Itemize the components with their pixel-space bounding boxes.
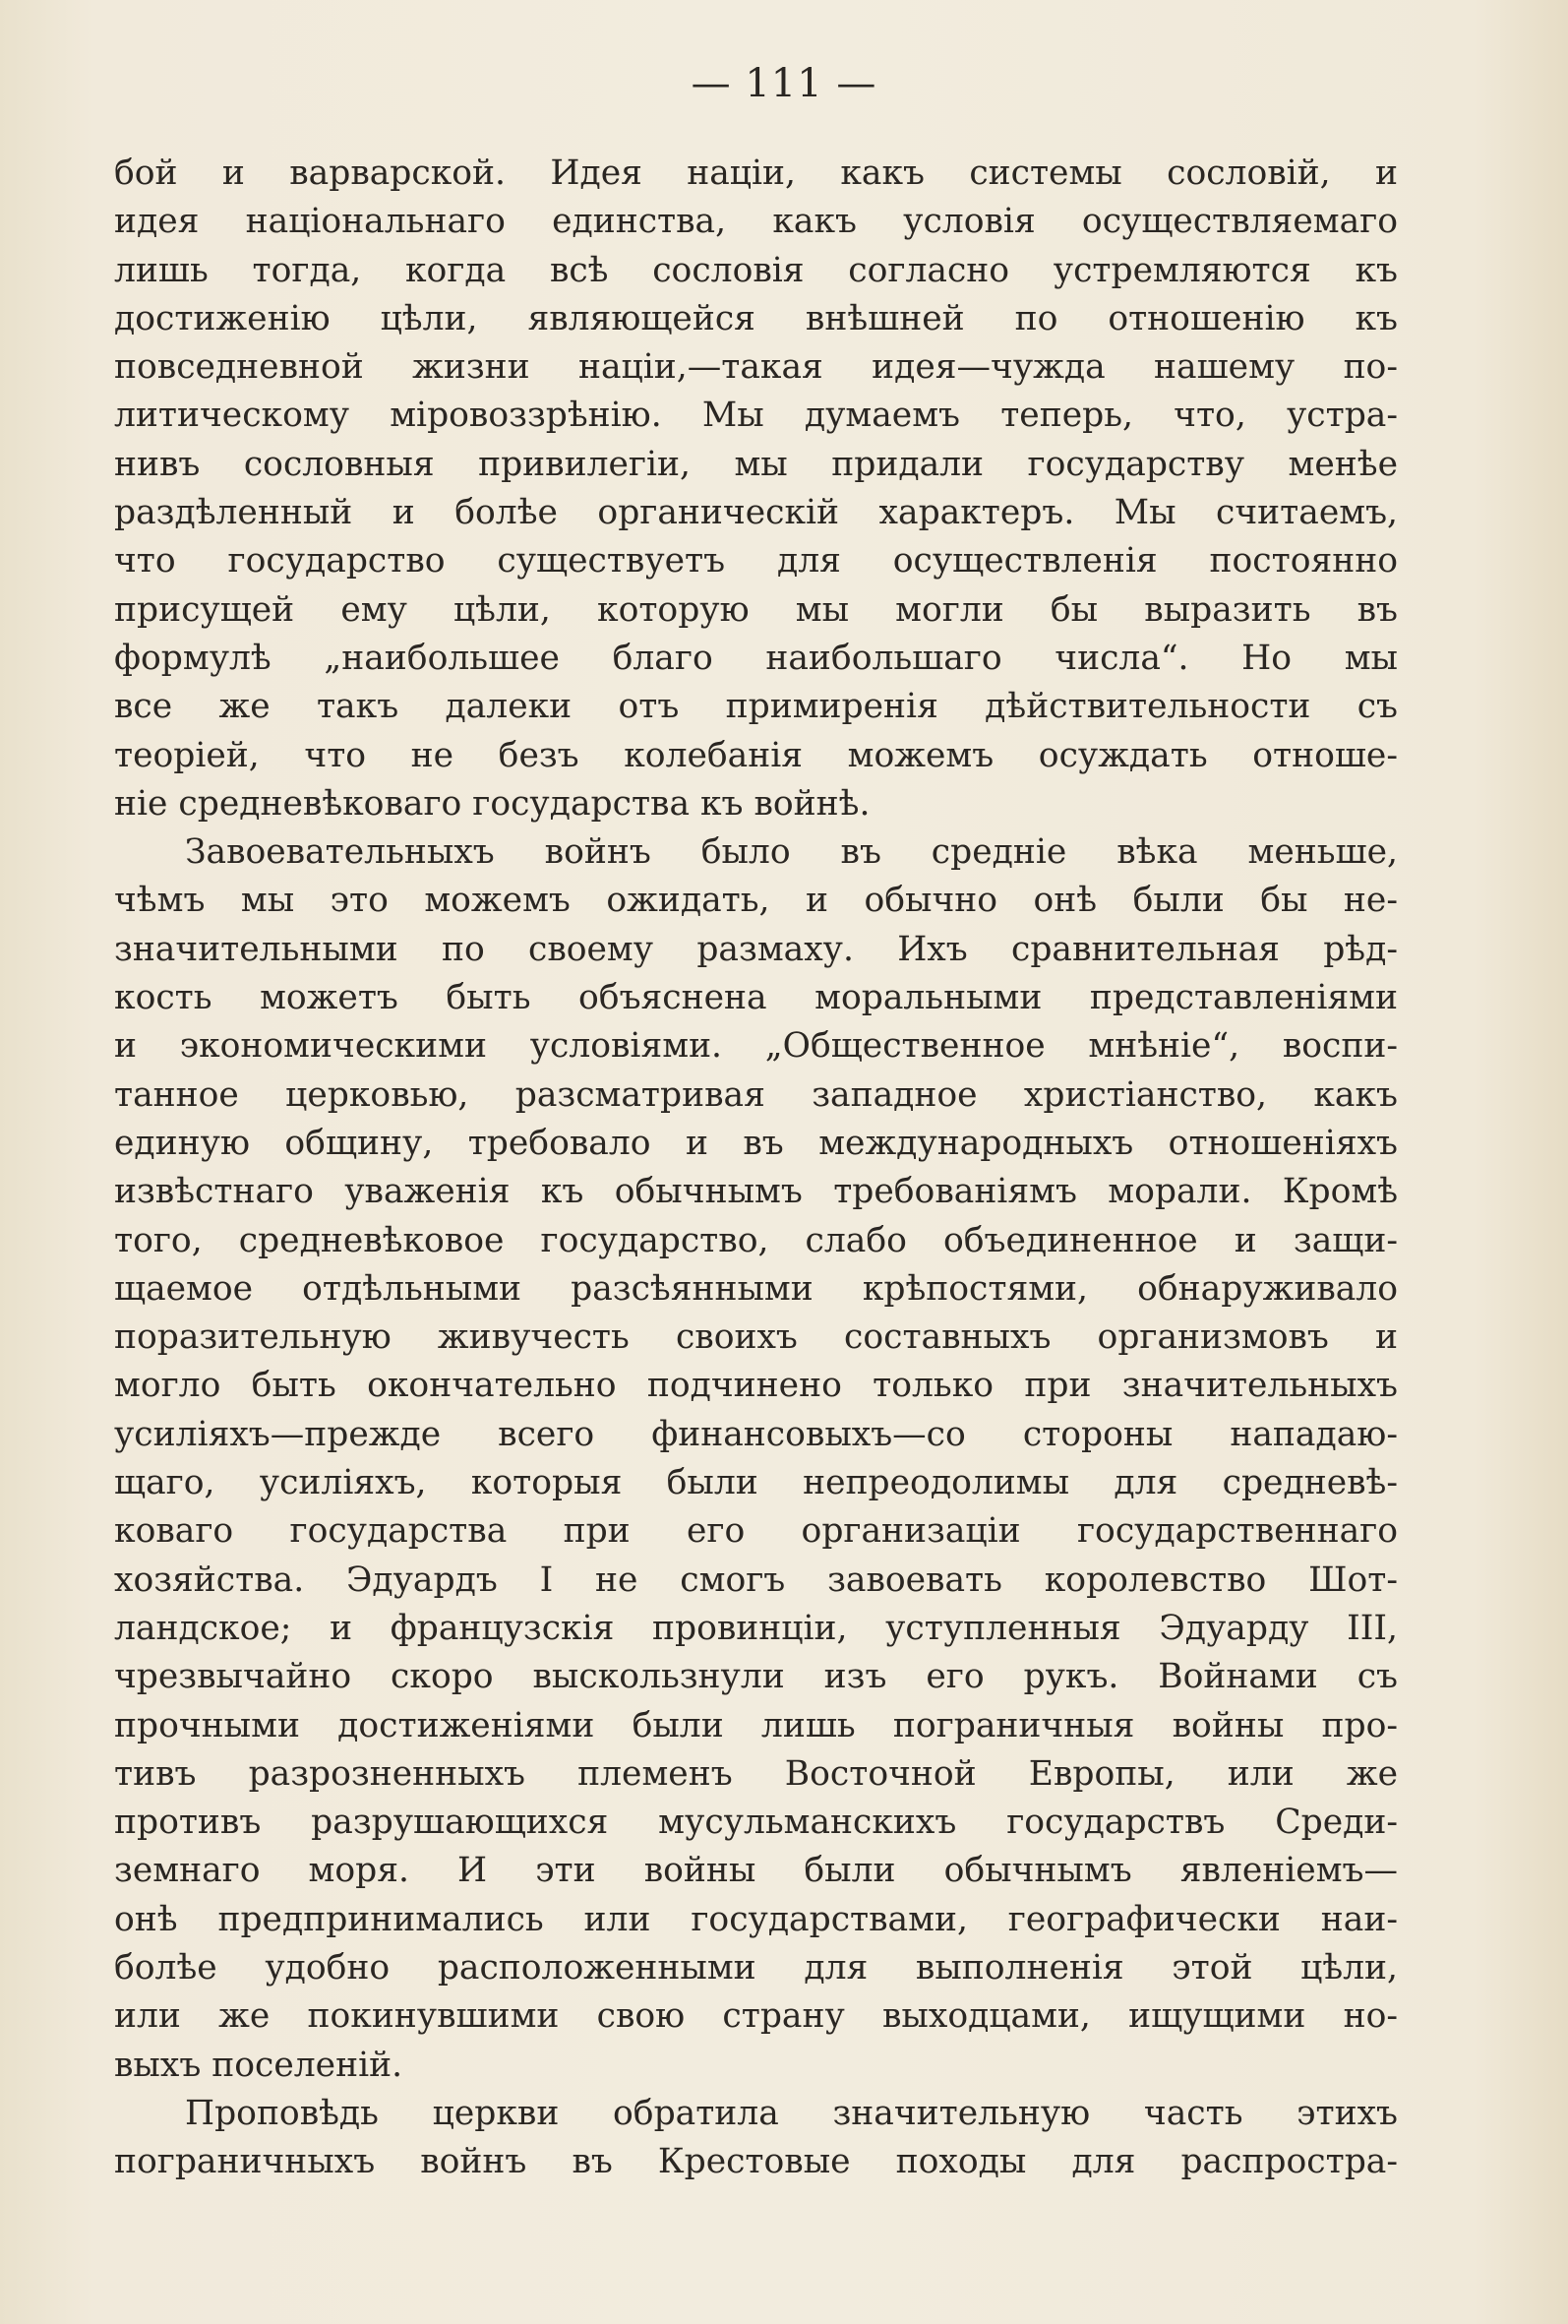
text-line: идея національнаго единства, какъ условія осуществляемаго	[114, 202, 1398, 242]
text-line: что государство существуетъ для осуществленія постоянно	[114, 541, 1398, 581]
text-line: достиженію цѣли, являющейся внѣшней по отношенію къ	[114, 298, 1398, 338]
text-line: земнаго моря. И эти войны были обычнымъ явленіемъ—	[114, 1851, 1398, 1891]
text-line: все же такъ далеки отъ примиренія дѣйствительности съ	[114, 687, 1398, 727]
text-line: щаго, усиліяхъ, которыя были непреодолимы для средневѣ-	[114, 1463, 1398, 1503]
text-line: бой и варварской. Идея націи, какъ системы сословій, и	[114, 153, 1398, 193]
text-line: пограничныхъ войнъ въ Крестовые походы для распростра-	[114, 2142, 1398, 2182]
text-line: формулѣ „наибольшее благо наибольшаго числа“. Но мы	[114, 638, 1398, 678]
text-line: или же покинувшими свою страну выходцами, ищущими но-	[114, 1996, 1398, 2037]
text-line: ландское; и французскія провинціи, уступленныя Эдуарду III,	[114, 1608, 1398, 1648]
text-line: тивъ разрозненныхъ племенъ Восточной Европы, или же	[114, 1753, 1398, 1794]
text-line: щаемое отдѣльными разсѣянными крѣпостями, обнаруживало	[114, 1268, 1398, 1309]
text-line: ніе средневѣковаго государства къ войнѣ.	[114, 783, 871, 824]
text-line: противъ разрушающихся мусульманскихъ государствъ Среди-	[114, 1803, 1398, 1843]
text-line: могло быть окончательно подчинено только при значительныхъ	[114, 1366, 1398, 1406]
text-line: извѣстнаго уваженія къ обычнымъ требованіямъ морали. Кромѣ	[114, 1172, 1398, 1212]
text-line: хозяйства. Эдуардъ I не смогъ завоевать королевство Шот-	[114, 1560, 1398, 1600]
text-line: и экономическими условіями. „Общественное мнѣніе“, воспи-	[114, 1026, 1398, 1067]
text-line: лишь тогда, когда всѣ сословія согласно устремляются къ	[114, 250, 1398, 290]
text-line: того, средневѣковое государство, слабо объединенное и защи-	[114, 1220, 1398, 1260]
text-line: Проповѣдь церкви обратила значительную часть этихъ	[185, 2093, 1398, 2133]
text-line: теоріей, что не безъ колебанія можемъ осуждать отноше-	[114, 735, 1398, 775]
paragraph-1	[114, 150, 1398, 828]
text-line: значительными по своему размаху. Ихъ сравнительная рѣд-	[114, 929, 1398, 969]
text-line: коваго государства при его организаціи государственнаго	[114, 1511, 1398, 1552]
text-line: нивъ сословныя привилегіи, мы придали государству менѣе	[114, 444, 1398, 484]
text-line: поразительную живучесть своихъ составныхъ организмовъ и	[114, 1317, 1398, 1358]
text-line: кость можетъ быть объяснена моральными представленіями	[114, 978, 1398, 1018]
text-line: чѣмъ мы это можемъ ожидать, и обычно онѣ были бы не-	[114, 881, 1398, 921]
text-line: литическому міровоззрѣнію. Мы думаемъ теперь, что, устра-	[114, 396, 1398, 436]
text-line: прочными достиженіями были лишь пограничныя войны про-	[114, 1705, 1398, 1745]
paragraph-3	[114, 2090, 1398, 2187]
text-line: онѣ предпринимались или государствами, географически наи-	[114, 1899, 1398, 1939]
text-line: танное церковью, разсматривая западное христіанство, какъ	[114, 1074, 1398, 1115]
text-line: Завоевательныхъ войнъ было въ средніе вѣка меньше,	[185, 832, 1398, 873]
text-line: чрезвычайно скоро выскользнули изъ его рукъ. Войнами съ	[114, 1657, 1398, 1697]
text-line: раздѣленный и болѣе органическій характеръ. Мы считаемъ,	[114, 493, 1398, 533]
body-text	[114, 150, 1398, 2186]
paragraph-2	[114, 828, 1398, 2090]
text-line: присущей ему цѣли, которую мы могли бы выразить въ	[114, 589, 1398, 630]
text-line: повседневной жизни націи,—такая идея—чужда нашему по-	[114, 347, 1398, 388]
text-line: выхъ поселеній.	[114, 2045, 403, 2085]
text-line: болѣе удобно расположенными для выполненія этой цѣли,	[114, 1947, 1398, 1988]
page-number: — 111 —	[691, 61, 877, 106]
text-line: единую общину, требовало и въ международныхъ отношеніяхъ	[114, 1123, 1398, 1163]
text-line: усиліяхъ—прежде всего финансовыхъ—со стороны нападаю-	[114, 1414, 1398, 1454]
